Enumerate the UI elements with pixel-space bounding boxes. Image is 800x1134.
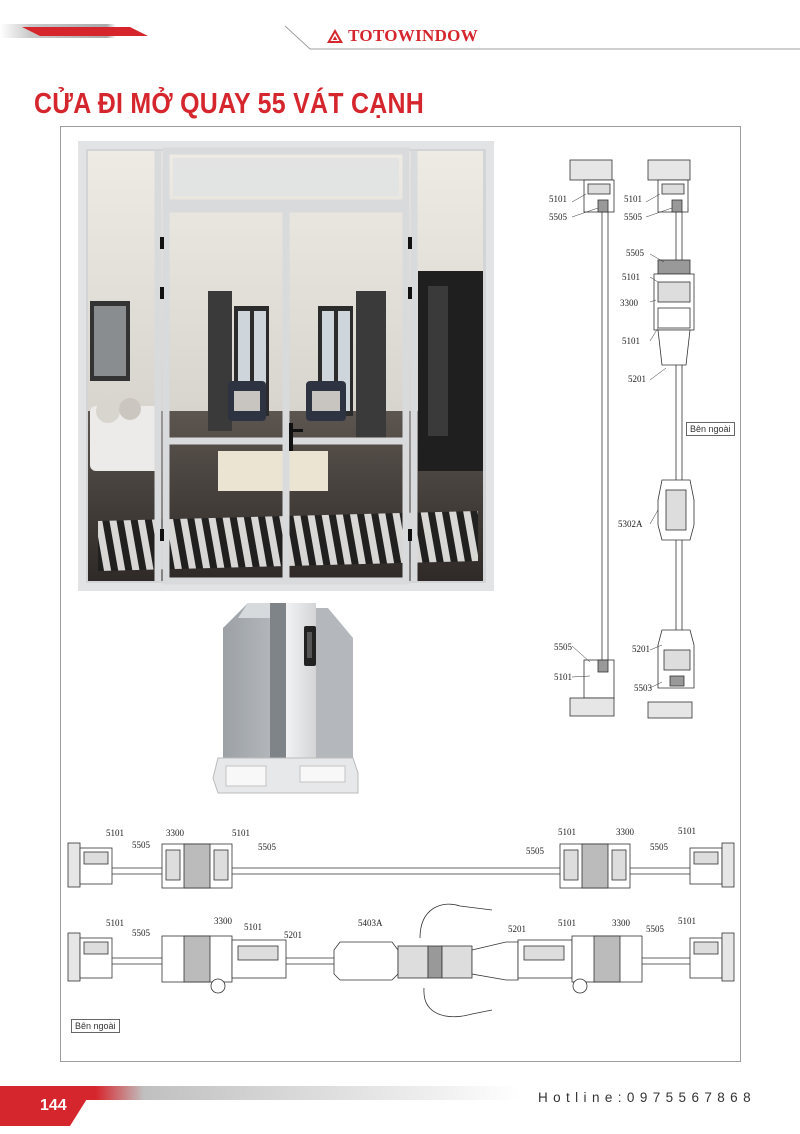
door-photo <box>78 141 494 591</box>
page-title: CỬA ĐI MỞ QUAY 55 VÁT CẠNH <box>34 88 425 120</box>
hsection-label: 5505 <box>132 928 150 938</box>
vsection-label: 5201 <box>632 644 650 654</box>
vsection-label: 5302A <box>618 519 643 529</box>
hsection-label: 3300 <box>612 918 630 928</box>
brand-name: TOTOWINDOW <box>348 26 478 45</box>
hsection-label: 5505 <box>526 846 544 856</box>
hsection-label: 5101 <box>232 828 250 838</box>
hsection-label: 3300 <box>166 828 184 838</box>
vsection-label: 5101 <box>549 194 567 204</box>
hsection-label: 5403A <box>358 918 383 928</box>
hsection-label: 3300 <box>616 827 634 837</box>
vsection-label: 3300 <box>620 298 638 308</box>
vsection-label: 5505 <box>626 248 644 258</box>
hsection-label: 5101 <box>558 827 576 837</box>
hsection-label: 5101 <box>558 918 576 928</box>
hsection-label: 5505 <box>650 842 668 852</box>
brand-triangle-icon <box>327 29 343 43</box>
profile-3d-render <box>208 598 368 808</box>
hsection-label: 5505 <box>646 924 664 934</box>
vsection-label: 5503 <box>634 683 652 693</box>
hsection-label: 5101 <box>244 922 262 932</box>
page-number: 144 <box>40 1097 67 1114</box>
hsection-label: 3300 <box>214 916 232 926</box>
hsection-label: 5101 <box>678 826 696 836</box>
hsection-label: 5505 <box>132 840 150 850</box>
vsection-label: 5505 <box>549 212 567 222</box>
vsection-label: 5505 <box>554 642 572 652</box>
horizontal-section-drawing <box>62 818 740 1040</box>
hsection-label: 5101 <box>678 916 696 926</box>
vsection-label: 5201 <box>628 374 646 384</box>
vsection-label: 5101 <box>554 672 572 682</box>
hsection-label: 5201 <box>508 924 526 934</box>
vertical-section-drawing <box>540 150 740 725</box>
brand-logo <box>327 26 478 46</box>
vsection-label: 5505 <box>624 212 642 222</box>
outside-tag: Bên ngoài <box>71 1019 120 1033</box>
vsection-label: 5101 <box>622 336 640 346</box>
hsection-label: 5505 <box>258 842 276 852</box>
hotline-text: Hotline:0975567868 <box>537 1090 756 1105</box>
hsection-label: 5201 <box>284 930 302 940</box>
vsection-label: 5101 <box>622 272 640 282</box>
hsection-label: 5101 <box>106 828 124 838</box>
outside-tag: Bên ngoài <box>686 422 735 436</box>
vsection-label: 5101 <box>624 194 642 204</box>
hsection-label: 5101 <box>106 918 124 928</box>
